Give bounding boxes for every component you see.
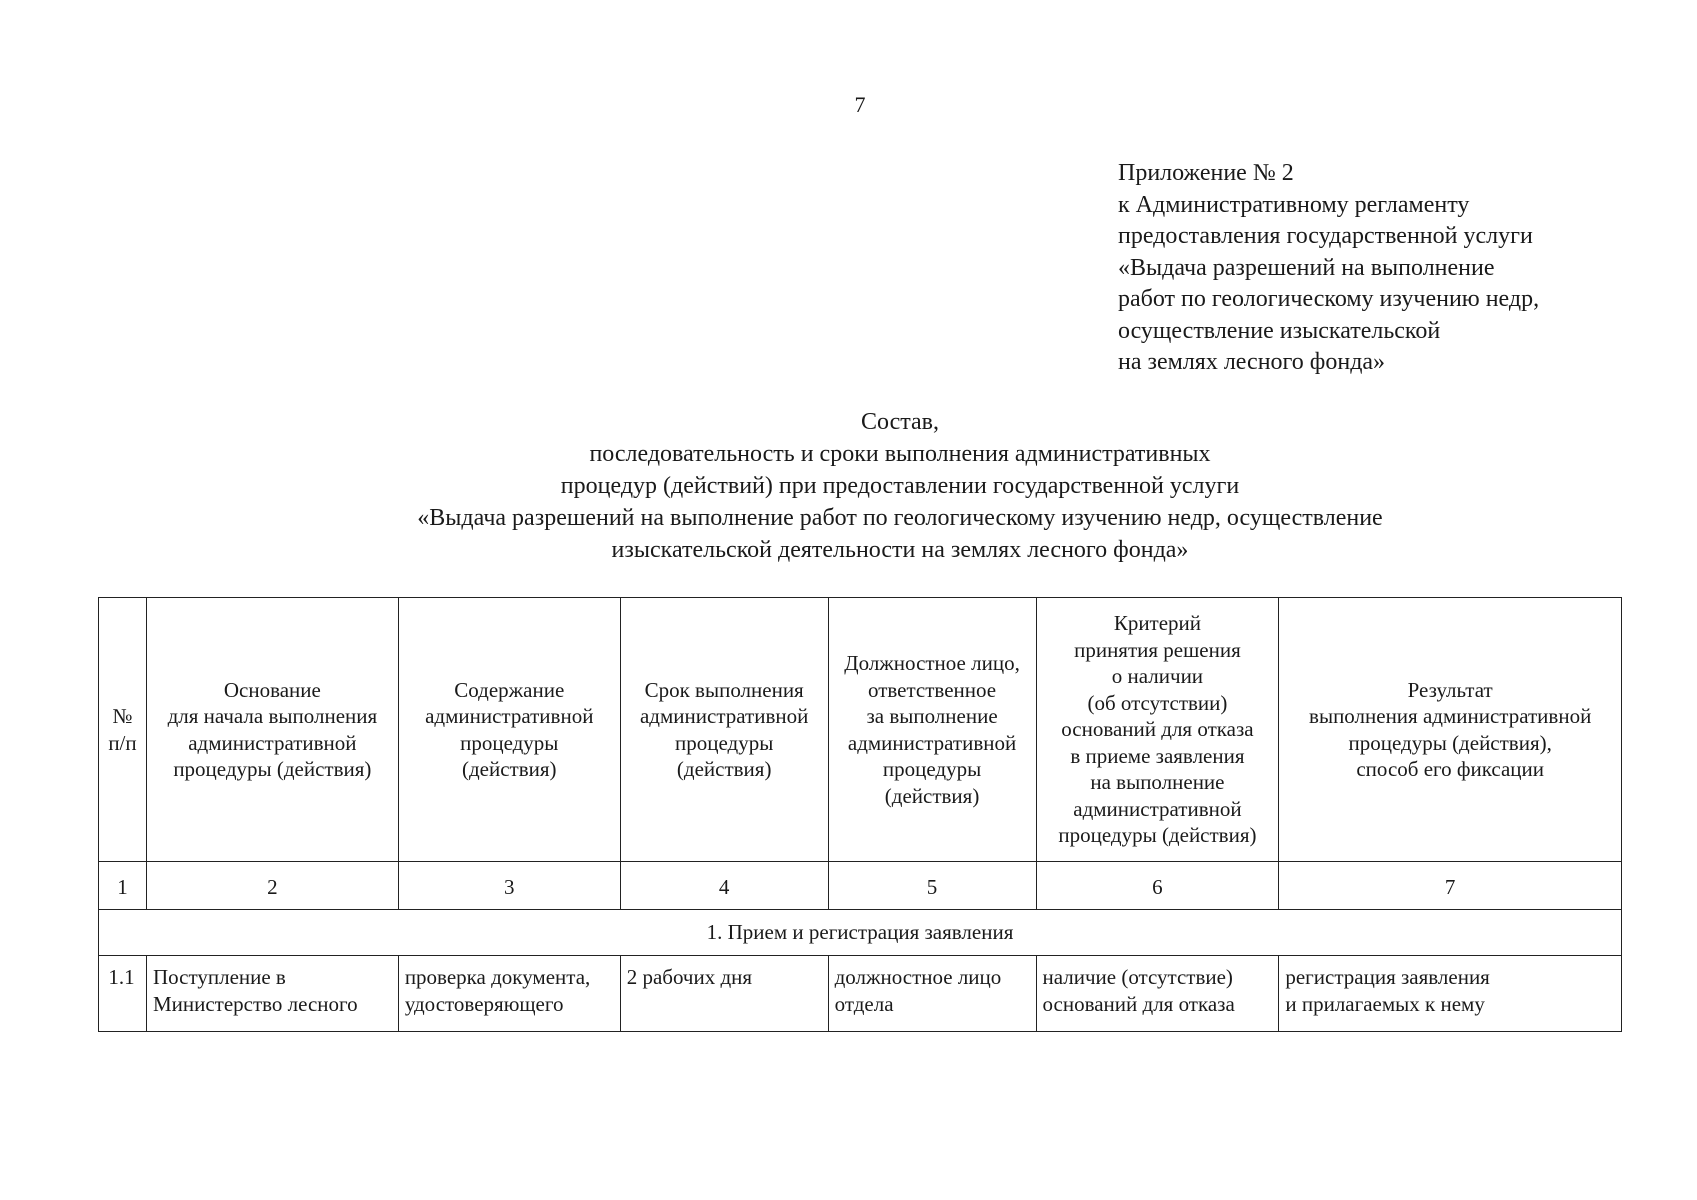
table-header-row — [99, 598, 1622, 862]
title-line: процедур (действий) при предоставлении государственной услуги — [560, 473, 1240, 499]
header-cell-criterion: Критерий принятия решения о наличии (об отсутствии) оснований для отказа в приеме заявления на выполнение административной процедуры (действия) — [1036, 598, 1279, 862]
procedures-table — [98, 597, 1622, 1032]
column-number: 5 — [828, 862, 1036, 910]
appendix-line: предоставления государственной услуги — [1118, 223, 1533, 249]
appendix-line: «Выдача разрешений на выполнение — [1118, 254, 1495, 281]
appendix-line: на землях лесного фонда» — [1118, 349, 1386, 375]
title-line: «Выдача разрешений на выполнение работ по геологическому изучению недр, осуществление — [417, 505, 1383, 531]
row-basis: Поступление в Министерство лесного — [146, 956, 398, 1032]
header-cell-number: № п/п — [99, 598, 147, 862]
column-number-row — [99, 862, 1622, 910]
section-row — [99, 910, 1622, 956]
column-number: 7 — [1279, 862, 1622, 910]
row-result: регистрация заявления и прилагаемых к нему — [1279, 956, 1622, 1032]
appendix-line: Приложение № 2 — [1118, 160, 1294, 186]
appendix-line: к Административному регламенту — [1118, 191, 1470, 218]
title-line: изыскательской деятельности на землях лесного фонда» — [611, 537, 1189, 563]
header-cell-official: Должностное лицо, ответственное за выполнение административной процедуры (действия) — [828, 598, 1036, 862]
document-title — [300, 406, 1500, 566]
title-line: последовательность и сроки выполнения административных — [589, 441, 1211, 467]
column-number: 1 — [99, 862, 147, 910]
header-cell-basis: Основание для начала выполнения административной процедуры (действия) — [146, 598, 398, 862]
page-number: 7 — [854, 92, 866, 117]
column-number: 6 — [1036, 862, 1279, 910]
column-number: 2 — [146, 862, 398, 910]
appendix-block — [1118, 158, 1539, 379]
appendix-line: осуществление изыскательской — [1118, 317, 1441, 344]
section-title: 1. Прием и регистрация заявления — [99, 910, 1622, 956]
row-criterion: наличие (отсутствие) оснований для отказа — [1036, 956, 1279, 1032]
table-row — [99, 956, 1622, 1032]
header-cell-term: Срок выполнения административной процедуры (действия) — [620, 598, 828, 862]
row-number: 1.1 — [99, 956, 147, 1032]
column-number: 3 — [398, 862, 620, 910]
column-number: 4 — [620, 862, 828, 910]
header-cell-result: Результат выполнения административной процедуры (действия), способ его фиксации — [1279, 598, 1622, 862]
row-content: проверка документа, удостоверяющего — [398, 956, 620, 1032]
title-line: Состав, — [860, 409, 940, 435]
row-term: 2 рабочих дня — [620, 956, 828, 1032]
header-cell-content: Содержание административной процедуры (действия) — [398, 598, 620, 862]
appendix-line: работ по геологическому изучению недр, — [1118, 286, 1540, 312]
row-official: должностное лицо отдела — [828, 956, 1036, 1032]
